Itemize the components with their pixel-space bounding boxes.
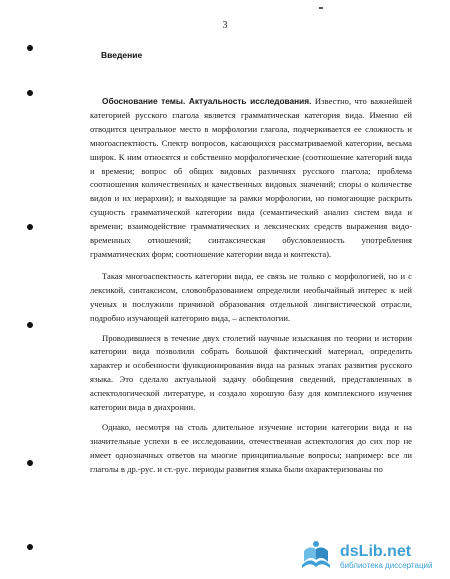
binding-hole [27,460,33,466]
paragraph [90,270,412,326]
watermark-brand: dsLib.net [340,543,412,560]
paragraph [90,95,412,262]
binding-hole [27,322,33,328]
scan-mark [319,7,323,9]
binding-hole [27,45,33,51]
binding-hole [27,224,33,230]
book-logo-icon [296,537,336,577]
binding-hole [27,544,33,550]
paragraph [90,421,412,477]
paragraph-text: Такая многоаспектность категории вида, ее связь не только с морфологией, но и с лексикой, синтаксисом, словообразованием определили необычайный интерес к ней ученых и послужили причиной образования отдельной лингвистической отрасли, подробно изучающей категорию вида, – аспектологии. [90,270,412,323]
paragraph [90,332,412,415]
page-number: 3 [222,20,228,31]
paragraph-text: Проводившиеся в течение двух столетий научные изыскания по теории и истории категории вида позволили собрать большой фактический материал, определить характер и особенности функционирования вида на разных этапах развития русского языка. Это сделало актуальной задачу обобщения сведений, представленных в аспектологической литературе, и создало хорошую базу для комплексного изучения категории вида в диахронии. [90,332,412,413]
body-text [90,95,412,483]
section-heading: Введение [101,50,143,60]
paragraph-lead: Обоснование темы. Актуальность исследования. [102,96,312,106]
watermark-subtitle: библиотека диссертаций [340,561,433,570]
site-watermark [296,537,444,577]
binding-hole [27,90,33,96]
paragraph-text: Известно, что важнейшей категорией русского глагола является грамматическая категория вида. Именно ей отводится центральное место в морфологии глагола, подчеркивается ее сложность и многоаспектность. Спектр вопросов, касающихся рассматриваемой категории, весьма широк. К ним относятся и собственно морфологические (соотношение категорий вида и времени; вопрос об общих видовых различиях русского глагола; проблема соотношения количественных и качественных видовых значений; споры о количестве видов и их иерархии); и выходящие за рамки морфологии, но помогающие раскрыть сущность грамматической категории вида (семантический анализ систем вида и времени; взаимодействие грамматических и лексических средств выражения видо-временных отношений; синтаксическая обусловленность употребления грамматических форм; соотношение категории вида и контекста). [90,96,413,259]
paragraph-text: Однако, несмотря на столь длительное изучение истории категории вида и на значительные успехи в ее исследовании, отечественная аспектология до сих пор не имеет однозначных ответов на многие принципиальные вопросы; например: все ли глаголы в др.-рус. и ст.-рус. периоды развития языка были охарактеризованы по [90,421,412,474]
